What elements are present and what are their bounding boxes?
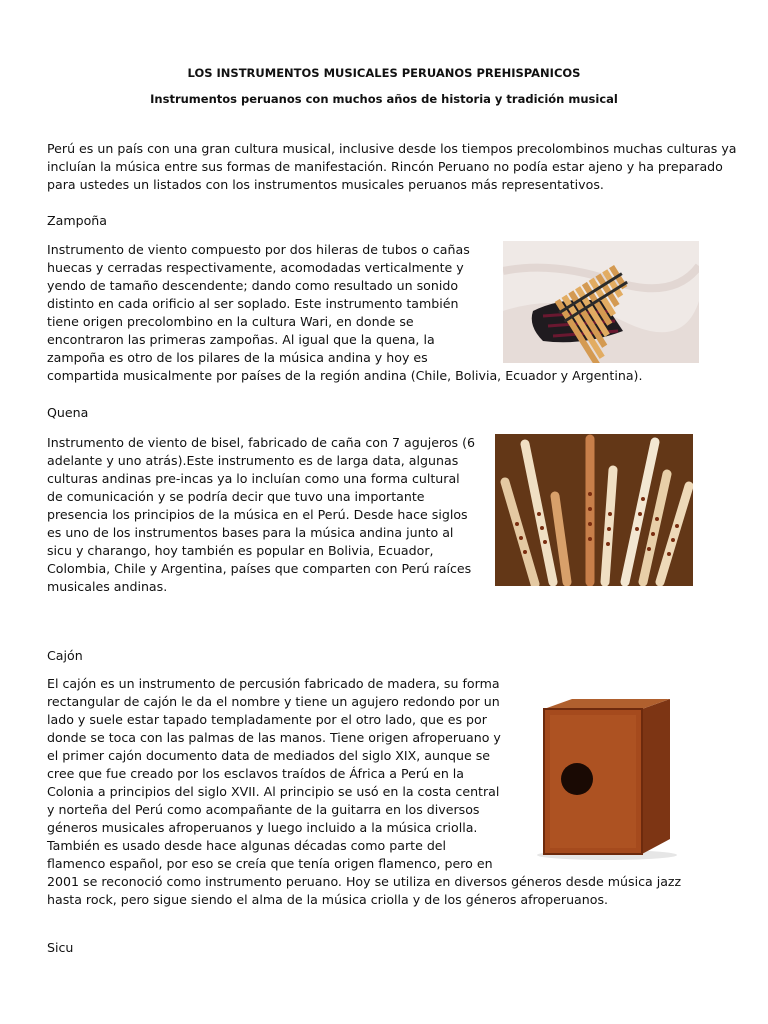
quena-heading: Quena bbox=[47, 405, 89, 420]
zampona-paragraph: Instrumento de viento compuesto por dos hileras de tubos o cañas huecas y cerradas respectivamente, acomodadas verticalmente y yendo de tamaño descendente; dando como resultado un sonido distinto en cada orificio al ser soplado. Este instrumento también tiene origen precolombino en la cultura Wari, en donde se encontraron las primeras zampoñas. Al igual que la quena, la zampoña es otro de los pilares de la música andina y hoy es compartida musicalmente por países de la región andina (Chile, Bolivia, Ecuador y Argentina). bbox=[47, 242, 643, 383]
quena-section bbox=[47, 434, 693, 596]
cajon-paragraph: El cajón es un instrumento de percusión fabricado de madera, su forma rectangular de cajón le da el nombre y tiene un agujero redondo por un lado y suele estar tapado templadamente por el otro lado, que es por donde se toca con las palmas de las manos. Tiene origen afroperuano y el primer cajón documento data de mediados del siglo XIX, aunque se cree que fue creado por los esclavos traídos de África a Perú en la Colonia a principios del siglo XVII. Al principio se usó en la costa central y norteña del Perú como acompañante de la guitarra en los diversos géneros musicales afroperuanos y luego incluido a la música criolla. También es usado desde hace algunas décadas como parte del flamenco español, por eso se creía que tenía origen flamenco, pero en 2001 se reconoció como instrumento peruano. Hoy se utiliza en diversos géneros desde música jazz hasta rock, pero sigue siendo el alma de la música criolla y de los géneros afroperuanos. bbox=[47, 676, 682, 907]
cajon-image bbox=[522, 689, 692, 861]
document-title: LOS INSTRUMENTOS MUSICALES PERUANOS PREHISPANICOS bbox=[187, 66, 581, 80]
quena-image bbox=[495, 434, 693, 586]
cajon-section bbox=[47, 675, 692, 909]
zampona-image bbox=[503, 241, 699, 363]
document-subtitle: Instrumentos peruanos con muchos años de historia y tradición musical bbox=[150, 92, 618, 106]
zampona-heading: Zampoña bbox=[47, 213, 108, 228]
cajon-heading: Cajón bbox=[47, 648, 83, 663]
zampona-section bbox=[47, 241, 699, 385]
intro-paragraph: Perú es un país con una gran cultura musical, inclusive desde los tiempos precolombinos muchas culturas ya incluían la música entre sus formas de manifestación. Rincón Peruano no podía estar ajeno y ha preparado para ustedes un listados con los instrumentos musicales peruanos más representativos. bbox=[47, 141, 737, 192]
sicu-heading: Sicu bbox=[47, 940, 74, 955]
quena-paragraph: Instrumento de viento de bisel, fabricado de caña con 7 agujeros (6 adelante y uno atrás).Este instrumento es de larga data, algunas culturas andinas pre-incas ya lo incluían como una forma cultural de comunicación y se podría decir que tuvo una importante presencia los principios de la música en el Perú. Desde hace siglos es uno de los instrumentos bases para la música andina junto al sicu y charango, hoy también es popular en Bolivia, Ecuador, Colombia, Chile y Argentina, países que comparten con Perú raíces musicales andinas. bbox=[47, 435, 476, 594]
